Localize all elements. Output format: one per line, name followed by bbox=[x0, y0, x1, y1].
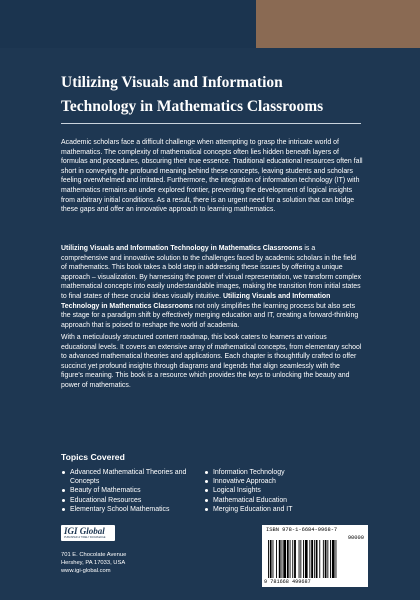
barcode-bar bbox=[290, 540, 291, 578]
barcode-bar bbox=[311, 540, 313, 578]
barcode-bar bbox=[292, 540, 293, 578]
topic-item: Elementary School Mathematics bbox=[61, 505, 211, 514]
publisher-logo bbox=[61, 525, 115, 541]
topics-list-left bbox=[61, 468, 211, 514]
publisher-website: www.igi-global.com bbox=[61, 568, 111, 574]
barcode-bar bbox=[323, 540, 324, 578]
barcode-digits: 9 781668 499687 bbox=[264, 579, 311, 585]
barcode-bar bbox=[283, 540, 286, 578]
logo-tagline: PUBLISHER of TIMELY KNOWLEDGE bbox=[64, 536, 106, 539]
topics-list-right bbox=[204, 468, 364, 514]
logo-wordmark: IGI Global bbox=[64, 526, 105, 536]
barcode-bar bbox=[300, 540, 301, 578]
topic-item: Merging Education and IT bbox=[204, 505, 364, 514]
barcode-bar bbox=[332, 540, 335, 578]
topic-item: Logical Insights bbox=[204, 486, 364, 495]
topic-item: Educational Resources bbox=[61, 496, 211, 505]
topic-item: Information Technology bbox=[204, 468, 364, 477]
description-paragraph-1: Academic scholars face a difficult challenge when attempting to grasp the intricate world of mathematics. The complexity of mathematical concepts often lies hidden beneath layers of formulas and procedures, obscuring their true essence. Traditional educational resources often fall short in conveying the profound meaning behind these concepts, leaving students and scholars feeling overwhelmed and irritated. Furthermore, the integration of information technology (IT) with mathematics remains an under explored frontier, preventing the development of logical insights from arbitrary initial conditions. As a result, there is an urgent need for a solution that can bridge these gaps and offer an innovative approach to learning mathematics. bbox=[61, 139, 363, 214]
paragraph-2-text-1: is a comprehensive and innovative solution to the challenges faced by academic scholars in the field of mathematics. This book takes a bold step in addressing these issues by offering a unique approach – visualization. By harnessing the power of visual representation, we transform complex mathematical concepts into easily understandable images, making the transition from initial states to final states of these crucial ideas visually intuitive. bbox=[61, 245, 362, 300]
topic-item: Mathematical Education bbox=[204, 496, 364, 505]
accent-color-block bbox=[256, 0, 420, 48]
barcode-bar bbox=[287, 540, 289, 578]
title-line-1: Utilizing Visuals and Information bbox=[61, 74, 283, 91]
barcode-bar bbox=[325, 540, 327, 578]
topic-item: Advanced Mathematical Theories and Concepts bbox=[61, 468, 211, 486]
barcode-bar bbox=[299, 540, 300, 578]
description-paragraph-2 bbox=[61, 244, 363, 330]
barcode-bar bbox=[270, 540, 272, 578]
barcode-bar bbox=[273, 540, 274, 578]
book-title bbox=[61, 71, 381, 119]
price-code: 90000 bbox=[347, 535, 364, 541]
barcode-bars-icon bbox=[266, 534, 364, 578]
barcode-bar bbox=[309, 540, 310, 578]
barcode-bar bbox=[303, 540, 304, 578]
barcode-bar bbox=[305, 540, 308, 578]
topics-heading: Topics Covered bbox=[61, 452, 125, 462]
paragraph-2-text-2: not only simplifies the learning process but also sets the stage for a paradigm shift by effectively merging education and IT, creating a forward-thinking approach that is poised to reshape the world of academia. bbox=[61, 302, 359, 329]
barcode-bar bbox=[279, 540, 281, 578]
book-title-bold-1: Utilizing Visuals and Information Technology in Mathematics Classrooms bbox=[61, 245, 303, 252]
topic-item: Innovative Approach bbox=[204, 477, 364, 486]
title-divider bbox=[61, 123, 361, 124]
address-city: Hershey, PA 17033, USA bbox=[61, 560, 126, 566]
topic-item: Beauty of Mathematics bbox=[61, 486, 211, 495]
barcode-bar bbox=[294, 540, 296, 578]
title-line-2: Technology in Mathematics Classrooms bbox=[61, 98, 324, 115]
barcode-bar bbox=[330, 540, 331, 578]
barcode-bar bbox=[268, 540, 269, 578]
isbn-number: ISBN 978-1-6684-9968-7 bbox=[266, 527, 338, 533]
barcode-bar bbox=[319, 540, 320, 578]
barcode-bar bbox=[327, 540, 328, 578]
barcode-bar bbox=[316, 540, 318, 578]
description-paragraph-3: With a meticulously structured content roadmap, this book caters to learners at various educational levels. It covers an extensive array of mathematical concepts, from elementary school to advanced mathematical theories and applications. Each chapter is thoughtfully crafted to offer succinct yet profound insights through diagrams and legends that align seamlessly with the figure's meaning. This book is a resource which provides the keys to unlocking the beauty and power of mathematics. bbox=[61, 334, 362, 389]
address-street: 701 E. Chocolate Avenue bbox=[61, 552, 127, 558]
book-title-bold-2: Utilizing Visuals and Information Technology in Mathematics Classrooms bbox=[61, 292, 331, 310]
barcode-bar bbox=[336, 540, 337, 578]
publisher-address bbox=[61, 551, 126, 575]
barcode-bar bbox=[314, 540, 315, 578]
isbn-barcode bbox=[262, 525, 368, 587]
barcode-bar bbox=[276, 540, 277, 578]
barcode-bar bbox=[282, 540, 283, 578]
